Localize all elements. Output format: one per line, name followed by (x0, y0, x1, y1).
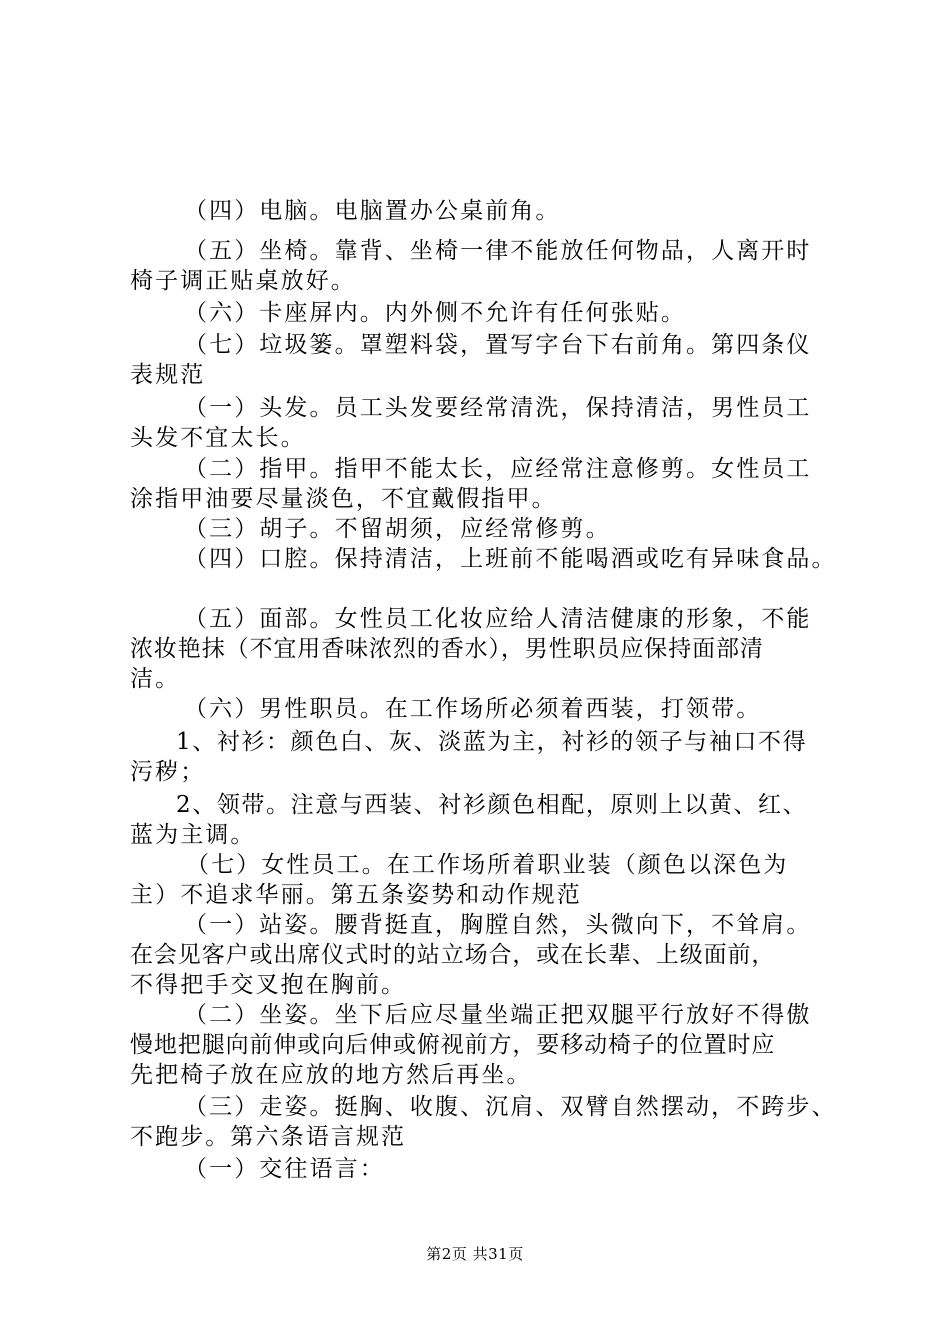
text-line: 浓妆艳抹（不宜用香味浓烈的香水），男性职员应保持面部清 (130, 636, 764, 662)
text-line: （五）面部。女性员工化妆应给人清洁健康的形象，不能 (184, 606, 812, 632)
text-line: 蓝为主调。 (130, 822, 256, 848)
text-line: （二）坐姿。坐下后应尽量坐端正把双腿平行放好不得傲 (184, 1002, 812, 1028)
text-line: 在会见客户或出席仪式时的站立场合，或在长辈、上级面前， (130, 942, 776, 968)
text-line: （二）指甲。指甲不能太长，应经常注意修剪。女性员工 (184, 456, 812, 482)
text-line: 涂指甲油要尽量淡色，不宜戴假指甲。 (130, 486, 557, 512)
text-line: 不得把手交叉抱在胸前。 (130, 972, 407, 998)
text-line: （三）走姿。挺胸、收腹、沉肩、双臂自然摆动，不跨步、 (184, 1094, 837, 1120)
text-line: 表规范 (130, 362, 206, 388)
text-line: 先把椅子放在应放的地方然后再坐。 (130, 1062, 532, 1088)
text-line: （三）胡子。不留胡须，应经常修剪。 (184, 516, 611, 542)
text-line: 污秽； (130, 759, 206, 785)
page-number-footer: 第2页 共31页 (426, 1245, 524, 1263)
text-line: （六）卡座屏内。内外侧不允许有任何张贴。 (184, 300, 686, 326)
text-line: （七）女性员工。在工作场所着职业装（颜色以深色为 (186, 852, 789, 878)
text-line: 椅子调正贴桌放好。 (130, 268, 356, 294)
text-line: （七）垃圾篓。罩塑料袋，置写字台下右前角。第四条仪 (184, 332, 812, 358)
text-line: 不跑步。第六条语言规范 (130, 1124, 407, 1150)
text-line: （四）口腔。保持清洁，上班前不能喝酒或吃有异味食品。 (184, 546, 837, 572)
text-line: 洁。 (130, 666, 181, 692)
text-line: 头发不宜太长。 (130, 425, 306, 451)
text-line: （一）头发。员工头发要经常清洗，保持清洁，男性员工 (184, 395, 812, 421)
text-line: （五）坐椅。靠背、坐椅一律不能放任何物品，人离开时 (184, 238, 812, 264)
text-line: （四）电脑。电脑置办公桌前角。 (184, 198, 561, 224)
text-line: （一）交往语言： (184, 1156, 385, 1182)
text-line: 主）不追求华丽。第五条姿势和动作规范 (130, 882, 582, 908)
text-line: 2、领带。注意与西装、衬衫颜色相配，原则上以黄、红、 (176, 792, 808, 818)
text-line: 慢地把腿向前伸或向后伸或俯视前方，要移动椅子的位置时应 (130, 1032, 776, 1058)
text-line: （六）男性职员。在工作场所必须着西装，打领带。 (184, 696, 762, 722)
text-line: （一）站姿。腰背挺直，胸膛自然，头微向下，不耸肩。 (184, 912, 812, 938)
text-line: 1、衬衫：颜色白、灰、淡蓝为主，衬衫的领子与袖口不得 (176, 729, 808, 755)
